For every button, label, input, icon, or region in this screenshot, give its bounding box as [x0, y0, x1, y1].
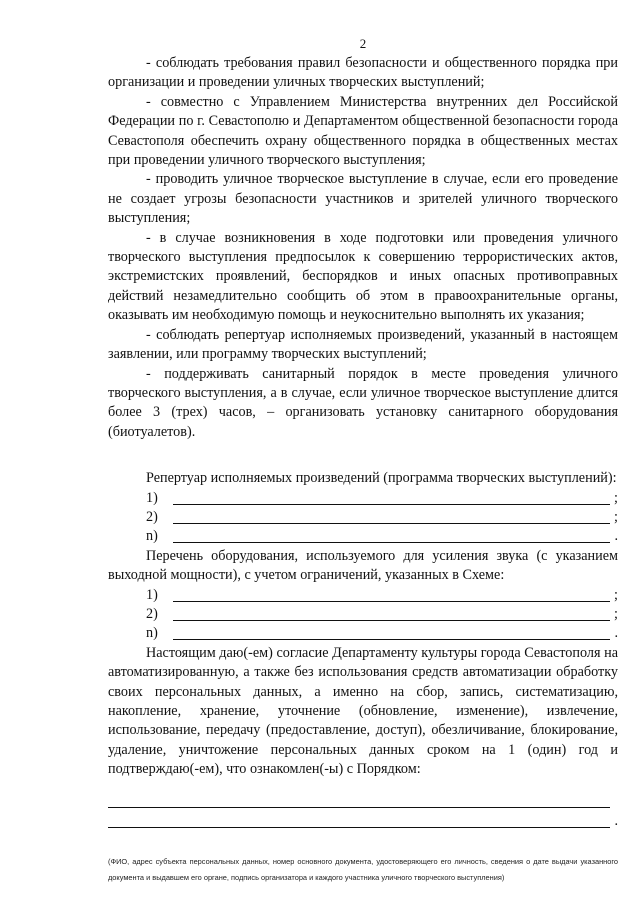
- equipment-line-2[interactable]: [146, 605, 618, 624]
- line-end-mark: .: [614, 528, 618, 545]
- repertoire-line-n[interactable]: [146, 527, 618, 546]
- obligation-paragraph: - в случае возникновения в ходе подготовки или проведения уличного творческого выступления предпосылок к совершению террористических актов, экстремистских проявлений, беспорядков и иных опасных противоправных действий незамедлительно сообщить об этом в правоохранительные органы, оказывать им необходимую помощь и неукоснительно выполнять их указания;: [108, 229, 618, 324]
- fill-in-line: [173, 639, 610, 640]
- repertoire-line-2[interactable]: [146, 508, 618, 527]
- obligation-paragraph: - совместно с Управлением Министерства внутренних дел Российской Федерации по г. Севастополю и Департаментом общественной безопасности города Севастополя обеспечить охрану общественного порядка в общественных местах при проведении уличного творческого выступления;: [108, 93, 618, 169]
- line-number: 2): [146, 605, 158, 622]
- equipment-line-1[interactable]: [146, 586, 618, 605]
- fill-in-line: [173, 542, 610, 543]
- equipment-line-n[interactable]: [146, 624, 618, 643]
- obligation-paragraph: - соблюдать требования правил безопасности и общественного порядка при организации и проведении уличных творческих выступлений;: [108, 55, 618, 91]
- fill-in-line: [173, 523, 610, 524]
- consent-paragraph: Настоящим даю(-ем) согласие Департаменту культуры города Севастополя на автоматизированную, а также без использования средств автоматизации обработку своих персональных данных, а именно на сбор, запись, систематизацию, накопление, хранение, уточнение (обновление, изменение), извлечение, использование, передачу (предоставление, доступ), обезличивание, блокирование, удаление, уничтожение персональных данных сроком на 1 (один) год и подтверждаю(-ем), что ознакомлен(-ы) с Порядком:: [108, 644, 618, 778]
- line-end-mark: ;: [614, 508, 618, 525]
- line-number: 2): [146, 508, 158, 525]
- line-end-mark: .: [614, 812, 618, 829]
- line-number: n): [146, 528, 158, 545]
- line-end-mark: ;: [614, 605, 618, 622]
- repertoire-heading: Репертуар исполняемых произведений (программа творческих выступлений):: [146, 470, 617, 487]
- line-number: 1): [146, 586, 158, 603]
- line-end-mark: .: [614, 625, 618, 642]
- footnote: (ФИО, адрес субъекта персональных данных, номер основного документа, удостоверяющего его личность, сведения о дате выдачи указанного документа и выдавшем его органе, подпись организатора и каждого участника уличного творческого выступления): [108, 856, 618, 882]
- obligation-paragraph: - соблюдать репертуар исполняемых произведений, указанный в настоящем заявлении, или программу творческих выступлений;: [108, 326, 618, 363]
- line-number: 1): [146, 489, 158, 506]
- signature-line-1[interactable]: [108, 788, 610, 808]
- fill-in-line: [173, 504, 610, 505]
- line-end-mark: ;: [614, 586, 618, 603]
- signature-line-2[interactable]: [108, 808, 618, 829]
- equipment-heading: Перечень оборудования, используемого для усиления звука (с указанием выходной мощности), с учетом ограничений, указанных в Схеме:: [108, 547, 618, 584]
- page-number: 2: [359, 36, 367, 51]
- obligation-paragraph: - проводить уличное творческое выступление в случае, если его проведение не создает угрозы безопасности участников и зрителей уличного творческого выступления;: [108, 171, 618, 227]
- line-number: n): [146, 625, 158, 642]
- fill-in-line: [173, 601, 610, 602]
- obligation-paragraph: - поддерживать санитарный порядок в месте проведения уличного творческого выступления, а в случае, если уличное творческое выступление длится более 3 (трех) часов, – организовать установку санитарного оборудования (биотуалетов).: [108, 365, 618, 440]
- repertoire-line-1[interactable]: [146, 489, 618, 508]
- line-end-mark: ;: [614, 489, 618, 506]
- fill-in-line: [173, 620, 610, 621]
